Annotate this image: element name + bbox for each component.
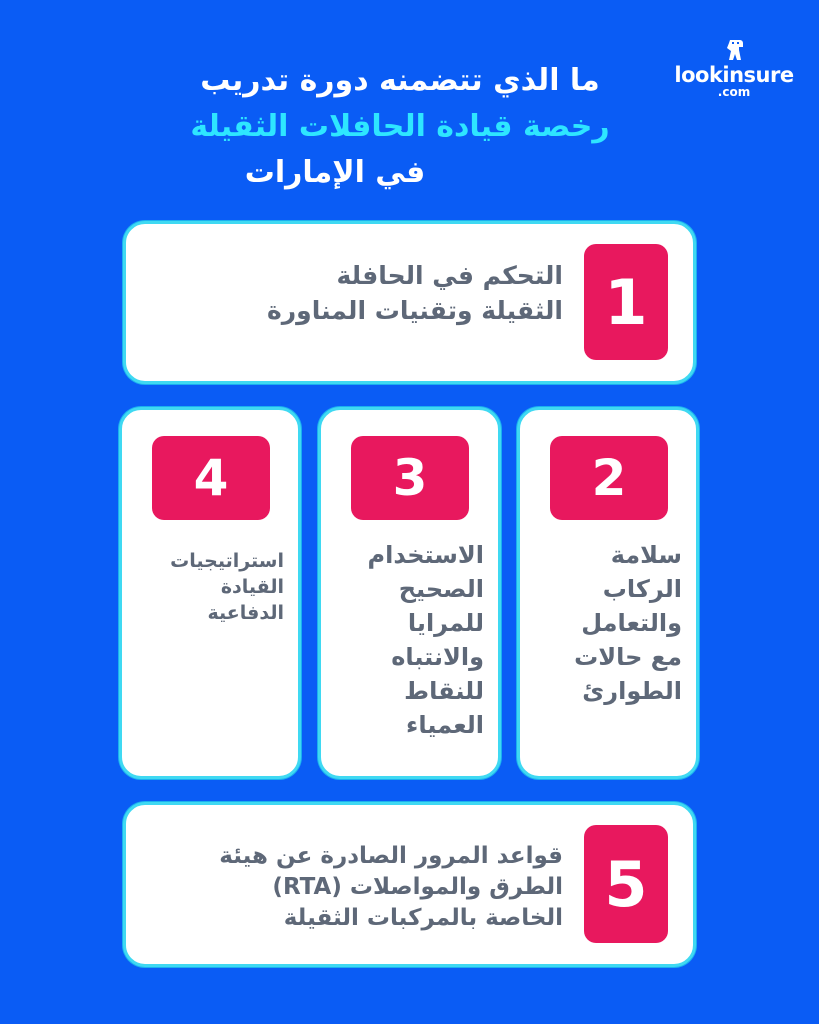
item-card-1 [123, 221, 696, 384]
title-line-1: ما الذي تتضمنه دورة تدريب [200, 63, 600, 98]
text-line: استراتيجيات [170, 550, 284, 572]
item-text-2 [522, 538, 682, 708]
text-line: الصحيح [398, 575, 484, 603]
title-line-3: في الإمارات [244, 155, 426, 190]
page-title [150, 58, 650, 196]
item-card-3 [318, 407, 501, 779]
text-line: للمرايا [407, 609, 484, 637]
text-line: الطوارئ [582, 677, 682, 705]
text-line: سلامة [610, 541, 682, 569]
text-line: والتعامل [581, 609, 682, 637]
item-card-2 [517, 407, 699, 779]
text-line: قواعد المرور الصادرة عن هيئة [219, 843, 563, 869]
item-text-5 [133, 841, 563, 934]
item-card-4 [119, 407, 301, 779]
item-card-5 [123, 802, 696, 967]
text-line: العمياء [406, 711, 484, 739]
item-text-3 [324, 538, 484, 742]
text-line: الخاصة بالمركبات الثقيلة [283, 905, 563, 931]
number-badge-4 [152, 436, 270, 520]
item-text-4 [124, 548, 284, 626]
brand-name: lookinsure [674, 63, 794, 87]
title-line-2-highlight: رخصة قيادة الحافلات الثقيلة [190, 109, 610, 144]
badge-number: 1 [604, 265, 648, 339]
text-line: الدفاعية [207, 602, 284, 624]
text-line: للنقاط [404, 677, 484, 705]
badge-number: 4 [193, 449, 229, 507]
text-line: القيادة [220, 576, 284, 598]
text-line: الركاب [602, 575, 682, 603]
lookinsure-logo [672, 38, 796, 98]
badge-number: 2 [591, 449, 627, 507]
text-line: الثقيلة وتقنيات المناورة [267, 296, 563, 325]
text-line: مع حالات [574, 643, 682, 671]
text-line: الاستخدام [367, 541, 484, 569]
text-line: التحكم في الحافلة [336, 261, 563, 290]
text-line: والانتباه [391, 643, 484, 671]
number-badge-1 [584, 244, 668, 360]
number-badge-5 [584, 825, 668, 943]
item-text-1 [143, 258, 563, 328]
number-badge-2 [550, 436, 668, 520]
text-line: الطرق والمواصلات (RTA) [272, 874, 563, 900]
mascot-icon [723, 38, 745, 62]
badge-number: 5 [604, 847, 648, 921]
number-badge-3 [351, 436, 469, 520]
brand-tld: .com [717, 85, 751, 99]
badge-number: 3 [392, 449, 428, 507]
